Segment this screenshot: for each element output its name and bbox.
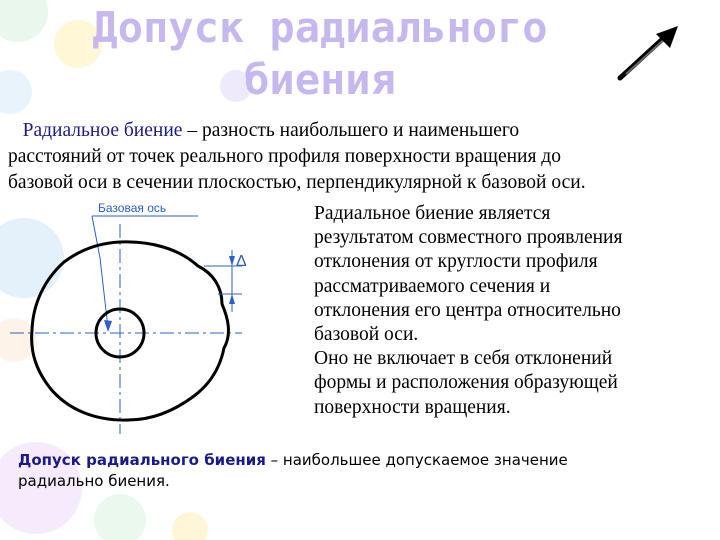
- intro-line: расстояний от точек реального профиля поверхности вращения до: [8, 146, 561, 167]
- leader-arrowhead: [104, 320, 112, 332]
- title-line: биения: [244, 55, 396, 104]
- base-axis-label: Базовая ось: [98, 201, 167, 215]
- intro-line: базовой оси в сечении плоскостью, перпендикулярной к базовой оси.: [8, 172, 586, 193]
- bg-circle: [172, 512, 208, 540]
- intro-line1-rest: – разность наибольшего и наименьшего: [182, 120, 520, 141]
- tolerance-definition: [18, 450, 708, 492]
- intro-paragraph: [8, 118, 720, 196]
- intro-term: Радиальное биение: [22, 120, 183, 141]
- definition-term: Допуск радиального биения: [18, 451, 266, 469]
- definition-line1-rest: – наибольшее допускаемое значение: [265, 451, 568, 469]
- explanation-line: рассматриваемого сечения и: [314, 275, 551, 297]
- explanation-line: базовой оси.: [314, 324, 419, 346]
- intro-line: [8, 118, 720, 144]
- explanation-line: результатом совместного проявления: [314, 227, 623, 249]
- bg-circle: [94, 494, 146, 540]
- explanation-line: Оно не включает в себя отклонений: [314, 348, 613, 370]
- definition-line: [18, 450, 708, 471]
- delta-arrowhead: [229, 294, 235, 304]
- explanation-text: [314, 202, 714, 420]
- radial-runout-diagram: [0, 198, 300, 438]
- slide-title: [0, 2, 640, 106]
- real-profile-outline: [32, 242, 229, 420]
- explanation-line: поверхности вращения.: [314, 396, 511, 418]
- explanation-line: Радиальное биение является: [314, 203, 551, 224]
- delta-arrowhead: [229, 256, 235, 266]
- definition-line: радиально биения.: [18, 472, 170, 490]
- leader-line: [92, 216, 108, 328]
- delta-label: Δ: [236, 253, 247, 270]
- arrow-icon: [612, 22, 684, 86]
- explanation-line: отклонения его центра относительно: [314, 299, 621, 321]
- title-line: Допуск радиального: [92, 3, 548, 52]
- explanation-line: отклонения от круглости профиля: [314, 251, 598, 273]
- explanation-line: формы и расположения образующей: [314, 372, 618, 394]
